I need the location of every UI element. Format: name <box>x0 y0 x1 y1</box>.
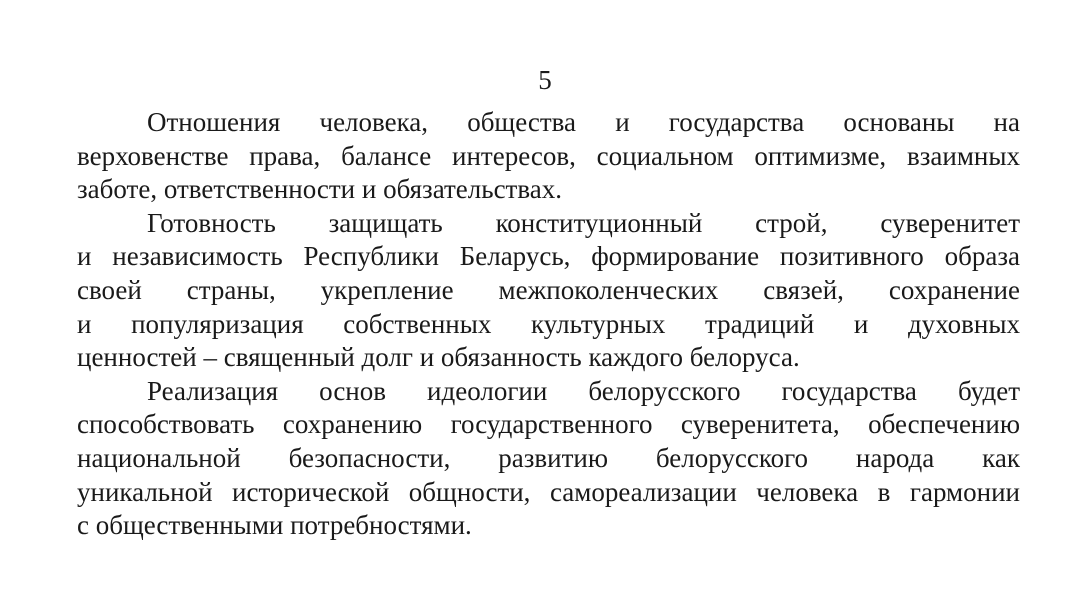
paragraph-2-line-1: Готовность защищать конституционный строй, суверенитет <box>147 207 1020 238</box>
paragraph-1-line-3: заботе, ответственности и обязательствах. <box>77 174 562 205</box>
paragraph-3-line-2: способствовать сохранению государственного суверенитета, обеспечению <box>77 409 1020 440</box>
paragraph-2-line-2: и независимость Республики Беларусь, формирование позитивного образа <box>77 241 1020 272</box>
paragraph-2-line-4: и популяризация собственных культурных традиций и духовных <box>77 308 1020 339</box>
paragraph-3-line-3: национальной безопасности, развитию белорусского народа как <box>77 442 1020 473</box>
paragraph-3-line-4: уникальной исторической общности, самореализации человека в гармонии <box>77 476 1020 507</box>
paragraph-2-line-5: ценностей – священный долг и обязанность каждого белоруса. <box>77 342 800 373</box>
paragraph-1-line-1: Отношения человека, общества и государства основаны на <box>147 107 1020 137</box>
body-text <box>77 106 1020 543</box>
paragraph-1-line-2: верховенстве права, балансе интересов, социальном оптимизме, взаимных <box>77 140 1020 171</box>
paragraph-3-line-1: Реализация основ идеологии белорусского государства будет <box>147 375 1020 406</box>
page-number: 5 <box>538 65 552 95</box>
paragraph-2-line-3: своей страны, укрепление межпоколенческих связей, сохранение <box>77 274 1020 305</box>
paragraph-3-line-5: с общественными потребностями. <box>77 510 472 541</box>
